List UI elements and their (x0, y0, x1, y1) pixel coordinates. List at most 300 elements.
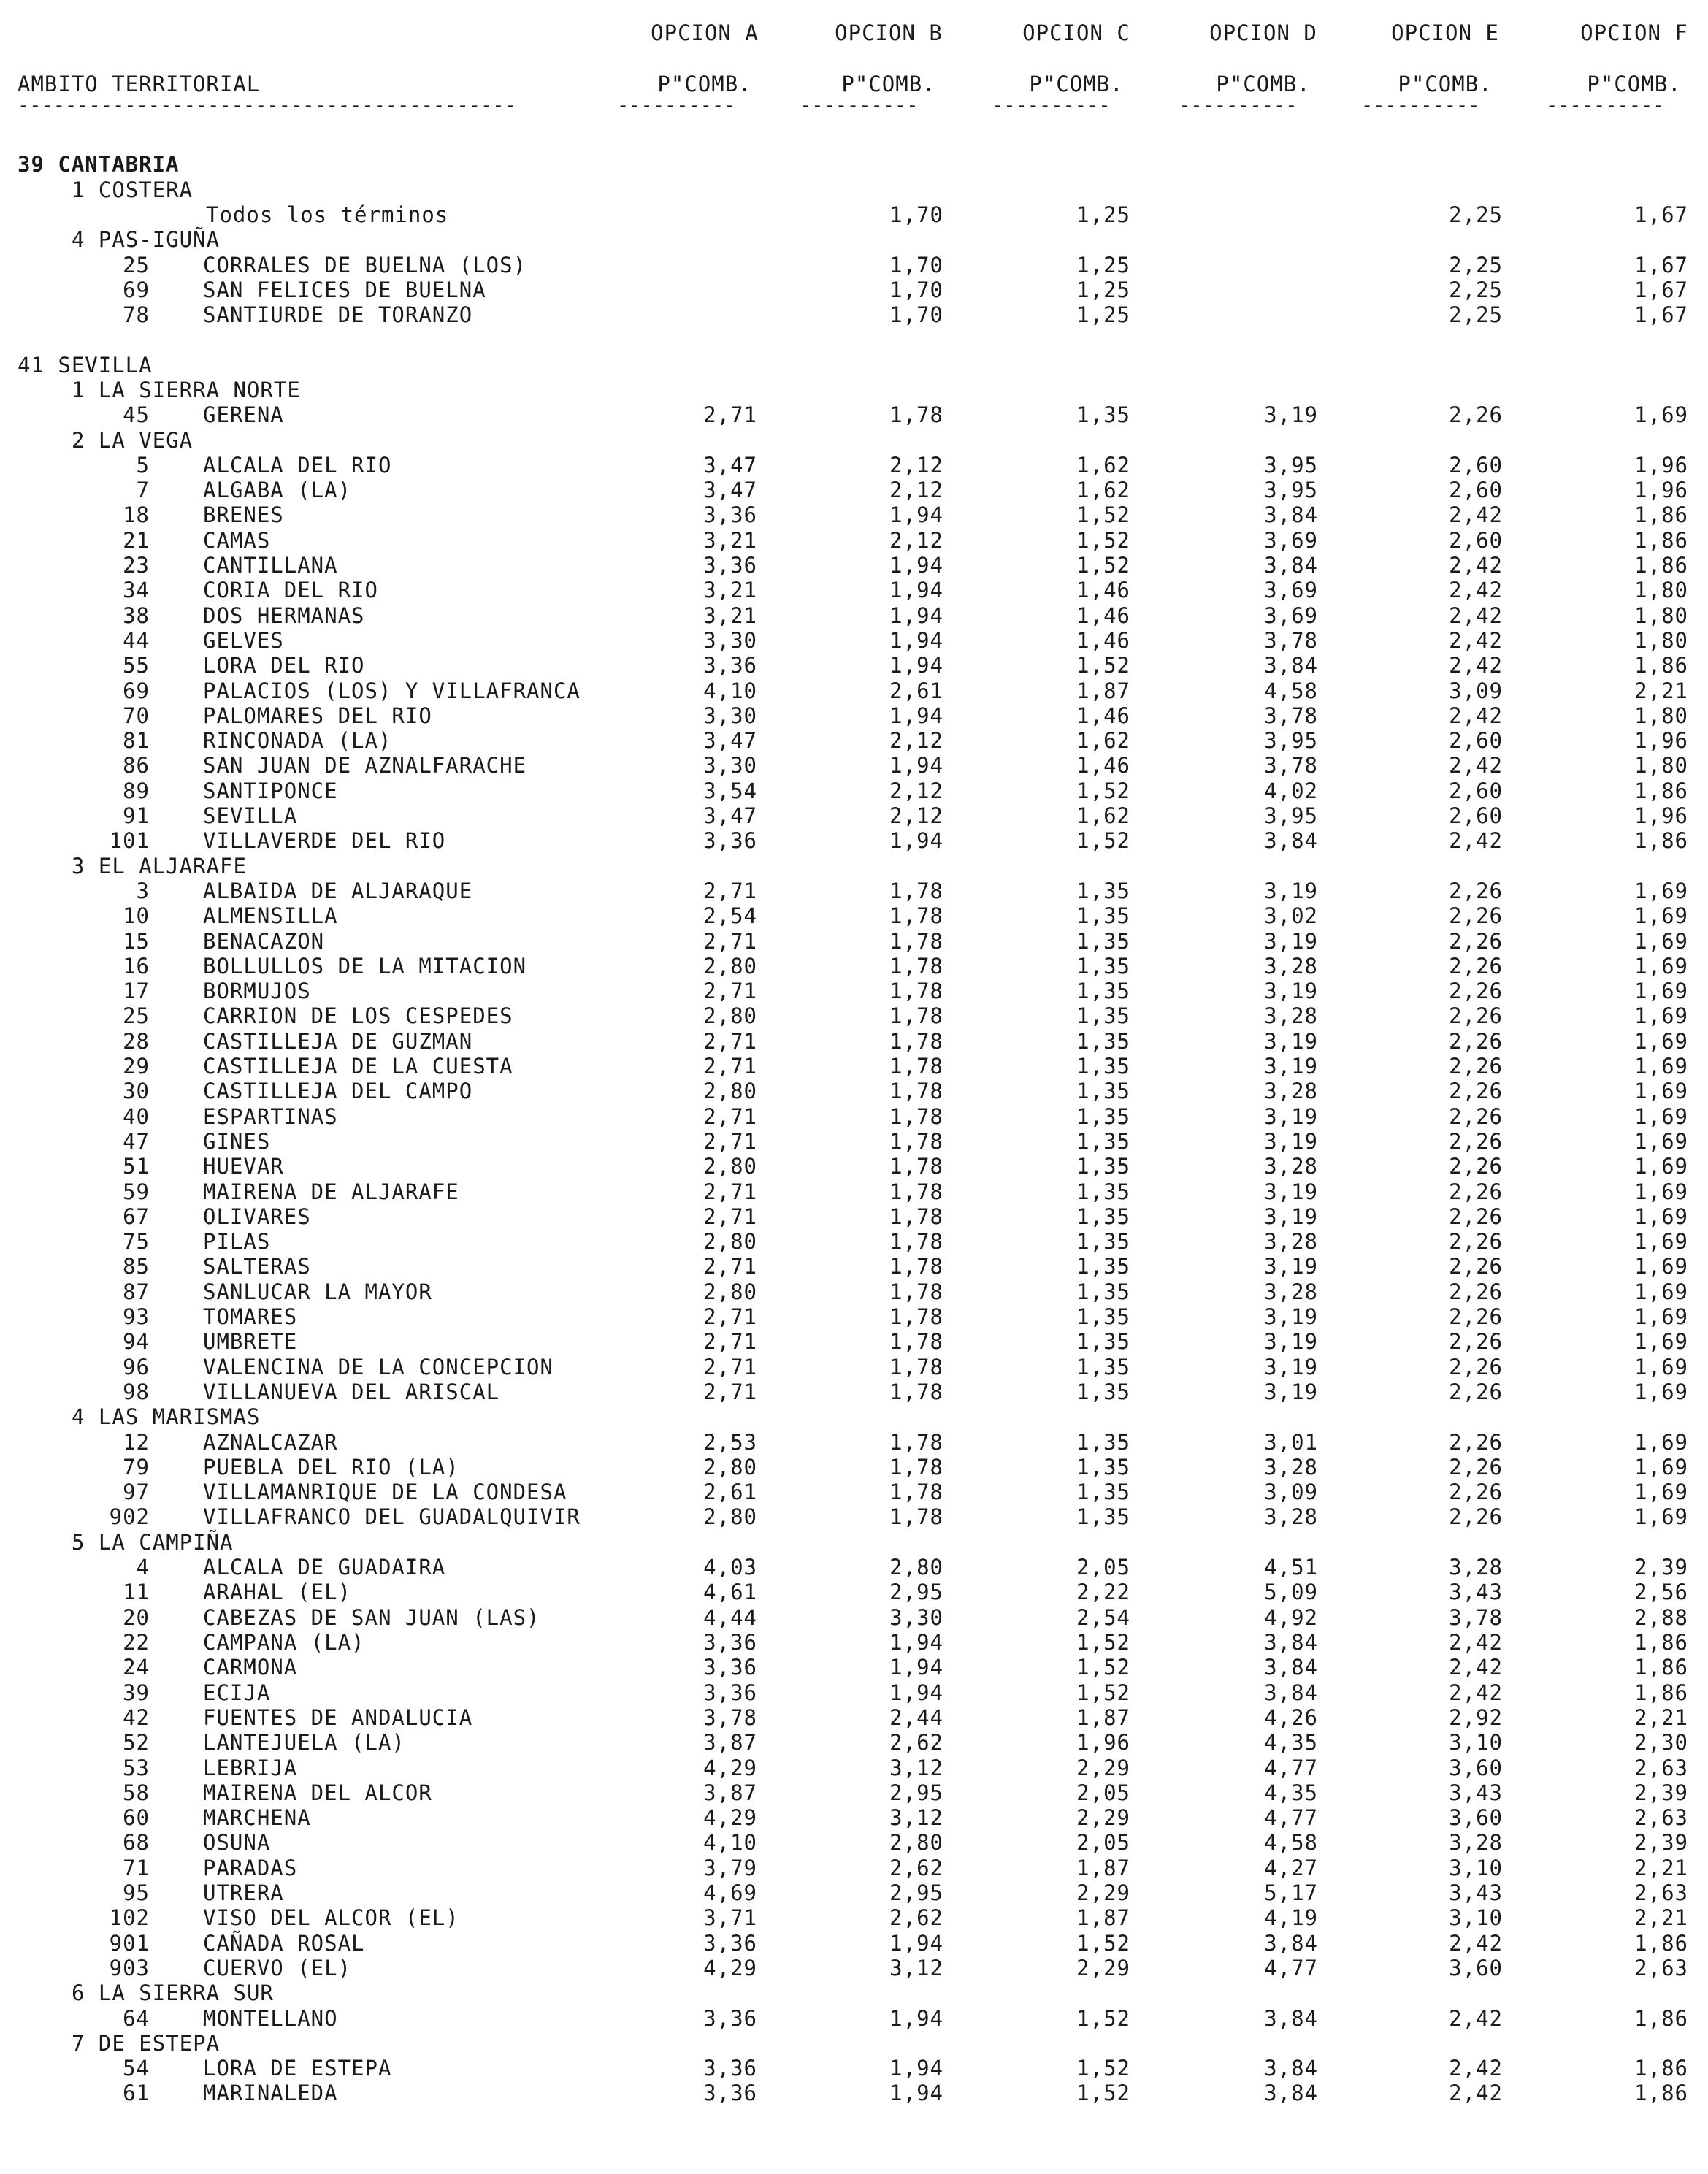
municipio-code: 64 (123, 2006, 150, 2031)
municipio-code: 30 (123, 1079, 150, 1103)
option-subheader-f: P"COMB. (1587, 72, 1682, 96)
value-opcion-f: 1,86 (1634, 2081, 1688, 2105)
municipio-code: 21 (123, 528, 150, 553)
value-opcion-e: 2,42 (1449, 578, 1503, 602)
municipio-code: 87 (123, 1279, 150, 1304)
value-opcion-e: 2,26 (1449, 1003, 1503, 1028)
value-opcion-a: 3,36 (703, 1655, 757, 1680)
value-opcion-d: 3,28 (1264, 1154, 1318, 1179)
value-opcion-b: 2,12 (889, 728, 943, 753)
value-opcion-f: 1,69 (1634, 879, 1688, 903)
municipio-name: ALCALA DEL RIO (203, 453, 392, 478)
value-opcion-f: 2,30 (1634, 1730, 1688, 1755)
value-opcion-f: 1,67 (1634, 278, 1688, 302)
value-opcion-e: 3,43 (1449, 1780, 1503, 1805)
value-opcion-c: 2,05 (1076, 1830, 1130, 1855)
value-opcion-e: 2,60 (1449, 803, 1503, 828)
municipio-code: 40 (123, 1104, 150, 1129)
municipio-name: MAIRENA DEL ALCOR (203, 1780, 432, 1805)
value-opcion-a: 2,80 (703, 1079, 757, 1103)
municipio-name: MAIRENA DE ALJARAFE (203, 1179, 459, 1204)
value-opcion-d: 3,28 (1264, 954, 1318, 979)
value-opcion-c: 1,52 (1076, 1680, 1130, 1705)
value-opcion-d: 3,28 (1264, 1455, 1318, 1480)
value-opcion-a: 3,36 (703, 2081, 757, 2105)
value-opcion-a: 4,44 (703, 1605, 757, 1630)
municipio-name: ALMENSILLA (203, 903, 338, 928)
value-opcion-b: 1,78 (889, 1204, 943, 1229)
value-opcion-b: 3,12 (889, 1756, 943, 1780)
value-opcion-c: 1,87 (1076, 678, 1130, 703)
municipio-name: SANTIPONCE (203, 778, 338, 803)
municipio-code: 24 (123, 1655, 150, 1680)
value-opcion-d: 4,92 (1264, 1605, 1318, 1630)
municipio-name: SANLUCAR LA MAYOR (203, 1279, 432, 1304)
municipio-code: 44 (123, 628, 150, 653)
value-opcion-c: 1,35 (1076, 1355, 1130, 1379)
value-opcion-c: 1,62 (1076, 728, 1130, 753)
value-opcion-a: 3,36 (703, 2056, 757, 2081)
municipio-code: 70 (123, 703, 150, 728)
value-opcion-d: 3,95 (1264, 803, 1318, 828)
option-rule-a: ---------- (617, 94, 736, 117)
value-opcion-a: 2,71 (703, 1054, 757, 1079)
option-header-b: OPCION B (835, 20, 943, 45)
value-opcion-e: 2,26 (1449, 1355, 1503, 1379)
value-opcion-e: 2,42 (1449, 1655, 1503, 1680)
value-opcion-c: 1,52 (1076, 528, 1130, 553)
value-opcion-e: 3,60 (1449, 1956, 1503, 1980)
value-opcion-b: 1,78 (889, 929, 943, 954)
comarca-heading: 5 LA CAMPIÑA (72, 1530, 234, 1555)
value-opcion-a: 3,36 (703, 1680, 757, 1705)
value-opcion-d: 3,19 (1264, 1304, 1318, 1329)
value-opcion-c: 1,62 (1076, 803, 1130, 828)
value-opcion-b: 1,78 (889, 1104, 943, 1129)
value-opcion-b: 1,94 (889, 553, 943, 578)
value-opcion-f: 2,88 (1634, 1605, 1688, 1630)
value-opcion-c: 1,46 (1076, 753, 1130, 778)
value-opcion-c: 1,35 (1076, 1229, 1130, 1254)
municipio-name: CABEZAS DE SAN JUAN (LAS) (203, 1605, 540, 1630)
value-opcion-e: 3,28 (1449, 1555, 1503, 1580)
value-opcion-f: 1,69 (1634, 1430, 1688, 1455)
value-opcion-c: 2,22 (1076, 1580, 1130, 1604)
value-opcion-a: 2,80 (703, 1279, 757, 1304)
value-opcion-e: 2,26 (1449, 1129, 1503, 1154)
value-opcion-b: 1,78 (889, 954, 943, 979)
value-opcion-c: 1,35 (1076, 1054, 1130, 1079)
value-opcion-d: 3,19 (1264, 1254, 1318, 1279)
value-opcion-b: 1,78 (889, 402, 943, 427)
value-opcion-b: 1,78 (889, 979, 943, 1003)
value-opcion-d: 3,19 (1264, 1329, 1318, 1354)
province-heading: 41 SEVILLA (18, 353, 153, 378)
value-opcion-d: 3,84 (1264, 2006, 1318, 2031)
value-opcion-f: 2,63 (1634, 1805, 1688, 1830)
value-opcion-c: 1,35 (1076, 1254, 1130, 1279)
value-opcion-f: 2,21 (1634, 1856, 1688, 1880)
municipio-name: CASTILLEJA DE GUZMAN (203, 1029, 473, 1054)
value-opcion-b: 1,78 (889, 1029, 943, 1054)
value-opcion-d: 3,19 (1264, 929, 1318, 954)
value-opcion-c: 1,46 (1076, 603, 1130, 628)
value-opcion-a: 4,61 (703, 1580, 757, 1604)
municipio-code: 69 (123, 278, 150, 302)
value-opcion-e: 2,26 (1449, 1154, 1503, 1179)
municipio-name: BORMUJOS (203, 979, 311, 1003)
value-opcion-d: 3,95 (1264, 728, 1318, 753)
province-heading: 39 CANTABRIA (18, 152, 180, 177)
value-opcion-a: 3,36 (703, 553, 757, 578)
value-opcion-f: 1,69 (1634, 402, 1688, 427)
municipio-code: 51 (123, 1154, 150, 1179)
value-opcion-e: 2,42 (1449, 828, 1503, 853)
municipio-code: 81 (123, 728, 150, 753)
value-opcion-c: 1,52 (1076, 1655, 1130, 1680)
value-opcion-f: 1,80 (1634, 578, 1688, 602)
value-opcion-c: 2,29 (1076, 1756, 1130, 1780)
value-opcion-b: 1,78 (889, 1229, 943, 1254)
value-opcion-f: 1,86 (1634, 653, 1688, 678)
municipio-name: PALACIOS (LOS) Y VILLAFRANCA (203, 678, 581, 703)
comarca-heading: 7 DE ESTEPA (72, 2031, 221, 2056)
value-opcion-a: 3,79 (703, 1856, 757, 1880)
value-opcion-d: 3,19 (1264, 1054, 1318, 1079)
value-opcion-f: 1,69 (1634, 1003, 1688, 1028)
value-opcion-c: 1,35 (1076, 954, 1130, 979)
value-opcion-b: 1,94 (889, 653, 943, 678)
value-opcion-f: 1,69 (1634, 1104, 1688, 1129)
value-opcion-b: 1,94 (889, 703, 943, 728)
value-opcion-a: 3,78 (703, 1705, 757, 1730)
value-opcion-f: 1,96 (1634, 453, 1688, 478)
municipio-code: 53 (123, 1756, 150, 1780)
municipio-name: OLIVARES (203, 1204, 311, 1229)
municipio-name: GINES (203, 1129, 271, 1154)
value-opcion-f: 1,69 (1634, 903, 1688, 928)
value-opcion-b: 3,12 (889, 1956, 943, 1980)
ambito-territorial-header: AMBITO TERRITORIAL (18, 72, 261, 96)
municipio-name: ECIJA (203, 1680, 271, 1705)
value-opcion-e: 2,92 (1449, 1705, 1503, 1730)
value-opcion-a: 3,47 (703, 478, 757, 502)
value-opcion-f: 1,69 (1634, 954, 1688, 979)
value-opcion-b: 2,62 (889, 1856, 943, 1880)
value-opcion-b: 2,61 (889, 678, 943, 703)
value-opcion-d: 4,02 (1264, 778, 1318, 803)
municipio-code: 67 (123, 1204, 150, 1229)
municipio-name: LANTEJUELA (LA) (203, 1730, 405, 1755)
municipio-name: Todos los términos (206, 202, 449, 227)
value-opcion-c: 1,25 (1076, 278, 1130, 302)
value-opcion-d: 4,77 (1264, 1956, 1318, 1980)
municipio-name: CUERVO (EL) (203, 1956, 352, 1980)
value-opcion-f: 1,80 (1634, 753, 1688, 778)
value-opcion-b: 1,70 (889, 302, 943, 327)
value-opcion-b: 1,78 (889, 879, 943, 903)
value-opcion-b: 2,95 (889, 1580, 943, 1604)
municipio-code: 16 (123, 954, 150, 979)
value-opcion-c: 1,52 (1076, 653, 1130, 678)
municipio-name: VILLAVERDE DEL RIO (203, 828, 446, 853)
municipio-code: 89 (123, 778, 150, 803)
value-opcion-d: 3,19 (1264, 1029, 1318, 1054)
value-opcion-b: 1,70 (889, 202, 943, 227)
value-opcion-e: 2,42 (1449, 553, 1503, 578)
municipio-code: 85 (123, 1254, 150, 1279)
municipio-name: CASTILLEJA DEL CAMPO (203, 1079, 473, 1103)
value-opcion-a: 2,71 (703, 1304, 757, 1329)
value-opcion-f: 1,69 (1634, 1355, 1688, 1379)
value-opcion-f: 1,69 (1634, 1304, 1688, 1329)
value-opcion-a: 4,69 (703, 1880, 757, 1905)
value-opcion-e: 2,42 (1449, 1680, 1503, 1705)
option-subheader-d: P"COMB. (1216, 72, 1311, 96)
municipio-name: SEVILLA (203, 803, 298, 828)
value-opcion-c: 1,87 (1076, 1905, 1130, 1930)
value-opcion-c: 1,35 (1076, 1154, 1130, 1179)
value-opcion-c: 1,52 (1076, 778, 1130, 803)
municipio-code: 18 (123, 502, 150, 527)
value-opcion-d: 4,58 (1264, 1830, 1318, 1855)
municipio-name: BRENES (203, 502, 284, 527)
municipio-code: 94 (123, 1329, 150, 1354)
value-opcion-a: 2,71 (703, 1179, 757, 1204)
value-opcion-f: 1,86 (1634, 828, 1688, 853)
value-opcion-c: 1,52 (1076, 2006, 1130, 2031)
municipio-code: 25 (123, 1003, 150, 1028)
comarca-heading: 2 LA VEGA (72, 428, 194, 453)
value-opcion-b: 1,78 (889, 1154, 943, 1179)
municipio-code: 3 (136, 879, 150, 903)
value-opcion-c: 2,54 (1076, 1605, 1130, 1630)
municipio-code: 69 (123, 678, 150, 703)
value-opcion-e: 2,60 (1449, 478, 1503, 502)
value-opcion-d: 3,28 (1264, 1504, 1318, 1529)
value-opcion-e: 2,42 (1449, 502, 1503, 527)
value-opcion-c: 1,46 (1076, 578, 1130, 602)
value-opcion-f: 1,86 (1634, 1931, 1688, 1956)
value-opcion-a: 2,71 (703, 1329, 757, 1354)
value-opcion-a: 2,71 (703, 1355, 757, 1379)
value-opcion-f: 1,69 (1634, 1029, 1688, 1054)
value-opcion-e: 2,26 (1449, 879, 1503, 903)
value-opcion-e: 2,26 (1449, 1029, 1503, 1054)
municipio-code: 10 (123, 903, 150, 928)
municipio-name: VILLANUEVA DEL ARISCAL (203, 1379, 500, 1404)
municipio-name: CORRALES DE BUELNA (LOS) (203, 253, 527, 278)
municipio-name: LEBRIJA (203, 1756, 298, 1780)
value-opcion-a: 2,80 (703, 1003, 757, 1028)
value-opcion-d: 4,77 (1264, 1756, 1318, 1780)
value-opcion-e: 3,10 (1449, 1730, 1503, 1755)
municipio-name: CASTILLEJA DE LA CUESTA (203, 1054, 513, 1079)
value-opcion-f: 2,56 (1634, 1580, 1688, 1604)
value-opcion-f: 1,86 (1634, 2006, 1688, 2031)
municipio-code: 7 (136, 478, 150, 502)
value-opcion-f: 1,69 (1634, 1329, 1688, 1354)
comarca-heading: 4 PAS-IGUÑA (72, 227, 221, 252)
municipio-code: 39 (123, 1680, 150, 1705)
value-opcion-f: 1,69 (1634, 1129, 1688, 1154)
value-opcion-e: 2,42 (1449, 2081, 1503, 2105)
value-opcion-d: 3,84 (1264, 1931, 1318, 1956)
municipio-name: UMBRETE (203, 1329, 298, 1354)
value-opcion-d: 3,78 (1264, 703, 1318, 728)
value-opcion-c: 1,35 (1076, 1329, 1130, 1354)
value-opcion-f: 1,86 (1634, 502, 1688, 527)
value-opcion-f: 2,21 (1634, 1905, 1688, 1930)
value-opcion-a: 2,71 (703, 1029, 757, 1054)
value-opcion-b: 1,94 (889, 1680, 943, 1705)
value-opcion-c: 1,35 (1076, 1379, 1130, 1404)
municipio-name: GELVES (203, 628, 284, 653)
value-opcion-d: 5,17 (1264, 1880, 1318, 1905)
value-opcion-a: 3,36 (703, 653, 757, 678)
value-opcion-e: 2,26 (1449, 1455, 1503, 1480)
value-opcion-c: 1,52 (1076, 2081, 1130, 2105)
value-opcion-b: 1,78 (889, 1355, 943, 1379)
value-opcion-f: 1,67 (1634, 302, 1688, 327)
value-opcion-d: 4,27 (1264, 1856, 1318, 1880)
municipio-code: 60 (123, 1805, 150, 1830)
value-opcion-e: 3,43 (1449, 1580, 1503, 1604)
value-opcion-b: 2,12 (889, 528, 943, 553)
municipio-name: CAMPANA (LA) (203, 1630, 365, 1655)
municipio-code: 28 (123, 1029, 150, 1054)
municipio-name: TOMARES (203, 1304, 298, 1329)
municipio-code: 17 (123, 979, 150, 1003)
value-opcion-b: 1,94 (889, 578, 943, 602)
option-rule-e: ---------- (1361, 94, 1480, 117)
value-opcion-b: 1,94 (889, 753, 943, 778)
municipio-name: CARRION DE LOS CESPEDES (203, 1003, 513, 1028)
value-opcion-b: 1,78 (889, 1003, 943, 1028)
value-opcion-f: 1,69 (1634, 1204, 1688, 1229)
value-opcion-c: 1,35 (1076, 402, 1130, 427)
municipio-name: LORA DE ESTEPA (203, 2056, 392, 2081)
municipio-name: SAN FELICES DE BUELNA (203, 278, 486, 302)
municipio-name: VILLAMANRIQUE DE LA CONDESA (203, 1480, 567, 1504)
value-opcion-a: 4,03 (703, 1555, 757, 1580)
value-opcion-e: 2,26 (1449, 1504, 1503, 1529)
municipio-code: 29 (123, 1054, 150, 1079)
value-opcion-c: 1,52 (1076, 828, 1130, 853)
municipio-code: 38 (123, 603, 150, 628)
municipio-code: 97 (123, 1480, 150, 1504)
value-opcion-c: 1,35 (1076, 903, 1130, 928)
municipio-name: VALENCINA DE LA CONCEPCION (203, 1355, 554, 1379)
option-subheader-c: P"COMB. (1029, 72, 1124, 96)
value-opcion-a: 2,71 (703, 979, 757, 1003)
value-opcion-c: 2,29 (1076, 1805, 1130, 1830)
municipio-name: CAÑADA ROSAL (203, 1931, 365, 1956)
municipio-code: 98 (123, 1379, 150, 1404)
value-opcion-d: 3,84 (1264, 653, 1318, 678)
value-opcion-a: 3,30 (703, 703, 757, 728)
value-opcion-b: 2,12 (889, 453, 943, 478)
municipio-code: 5 (136, 453, 150, 478)
value-opcion-a: 3,30 (703, 628, 757, 653)
value-opcion-c: 1,52 (1076, 2056, 1130, 2081)
value-opcion-a: 3,36 (703, 1630, 757, 1655)
value-opcion-f: 2,21 (1634, 678, 1688, 703)
value-opcion-d: 3,84 (1264, 502, 1318, 527)
value-opcion-e: 2,26 (1449, 1480, 1503, 1504)
municipio-name: VILLAFRANCO DEL GUADALQUIVIR (203, 1504, 581, 1529)
municipio-name: ALBAIDA DE ALJARAQUE (203, 879, 473, 903)
municipio-name: BOLLULLOS DE LA MITACION (203, 954, 527, 979)
value-opcion-e: 3,09 (1449, 678, 1503, 703)
value-opcion-f: 1,86 (1634, 553, 1688, 578)
value-opcion-b: 1,78 (889, 1379, 943, 1404)
value-opcion-b: 1,78 (889, 1179, 943, 1204)
value-opcion-c: 1,96 (1076, 1730, 1130, 1755)
municipio-name: ARAHAL (EL) (203, 1580, 352, 1604)
value-opcion-a: 3,36 (703, 2006, 757, 2031)
value-opcion-a: 3,21 (703, 528, 757, 553)
option-rule-d: ---------- (1179, 94, 1298, 117)
value-opcion-d: 4,26 (1264, 1705, 1318, 1730)
value-opcion-d: 4,77 (1264, 1805, 1318, 1830)
value-opcion-a: 4,29 (703, 1956, 757, 1980)
option-header-c: OPCION C (1022, 20, 1130, 45)
value-opcion-b: 2,44 (889, 1705, 943, 1730)
value-opcion-b: 1,78 (889, 1430, 943, 1455)
value-opcion-d: 3,19 (1264, 1355, 1318, 1379)
value-opcion-b: 2,80 (889, 1555, 943, 1580)
value-opcion-f: 2,39 (1634, 1830, 1688, 1855)
value-opcion-d: 3,78 (1264, 753, 1318, 778)
value-opcion-a: 3,21 (703, 603, 757, 628)
value-opcion-e: 2,42 (1449, 1630, 1503, 1655)
value-opcion-d: 3,19 (1264, 1204, 1318, 1229)
value-opcion-d: 3,28 (1264, 1229, 1318, 1254)
municipio-code: 25 (123, 253, 150, 278)
value-opcion-c: 1,25 (1076, 202, 1130, 227)
value-opcion-d: 3,84 (1264, 828, 1318, 853)
value-opcion-f: 1,69 (1634, 1179, 1688, 1204)
value-opcion-a: 2,80 (703, 954, 757, 979)
value-opcion-b: 1,78 (889, 903, 943, 928)
value-opcion-e: 2,26 (1449, 1279, 1503, 1304)
value-opcion-b: 1,94 (889, 502, 943, 527)
value-opcion-c: 2,05 (1076, 1555, 1130, 1580)
value-opcion-a: 2,71 (703, 1254, 757, 1279)
option-rule-f: ---------- (1546, 94, 1665, 117)
municipio-name: PARADAS (203, 1856, 298, 1880)
value-opcion-d: 3,78 (1264, 628, 1318, 653)
value-opcion-d: 3,95 (1264, 453, 1318, 478)
value-opcion-f: 1,80 (1634, 603, 1688, 628)
municipio-code: 102 (109, 1905, 150, 1930)
value-opcion-f: 2,39 (1634, 1555, 1688, 1580)
municipio-name: HUEVAR (203, 1154, 284, 1179)
value-opcion-f: 1,96 (1634, 728, 1688, 753)
value-opcion-f: 2,63 (1634, 1880, 1688, 1905)
value-opcion-d: 4,19 (1264, 1905, 1318, 1930)
value-opcion-b: 1,94 (889, 2056, 943, 2081)
value-opcion-a: 2,80 (703, 1455, 757, 1480)
value-opcion-c: 1,35 (1076, 1029, 1130, 1054)
value-opcion-d: 3,19 (1264, 1104, 1318, 1129)
value-opcion-c: 1,35 (1076, 979, 1130, 1003)
value-opcion-c: 1,52 (1076, 553, 1130, 578)
option-subheader-a: P"COMB. (657, 72, 752, 96)
municipio-code: 71 (123, 1856, 150, 1880)
value-opcion-a: 4,10 (703, 1830, 757, 1855)
